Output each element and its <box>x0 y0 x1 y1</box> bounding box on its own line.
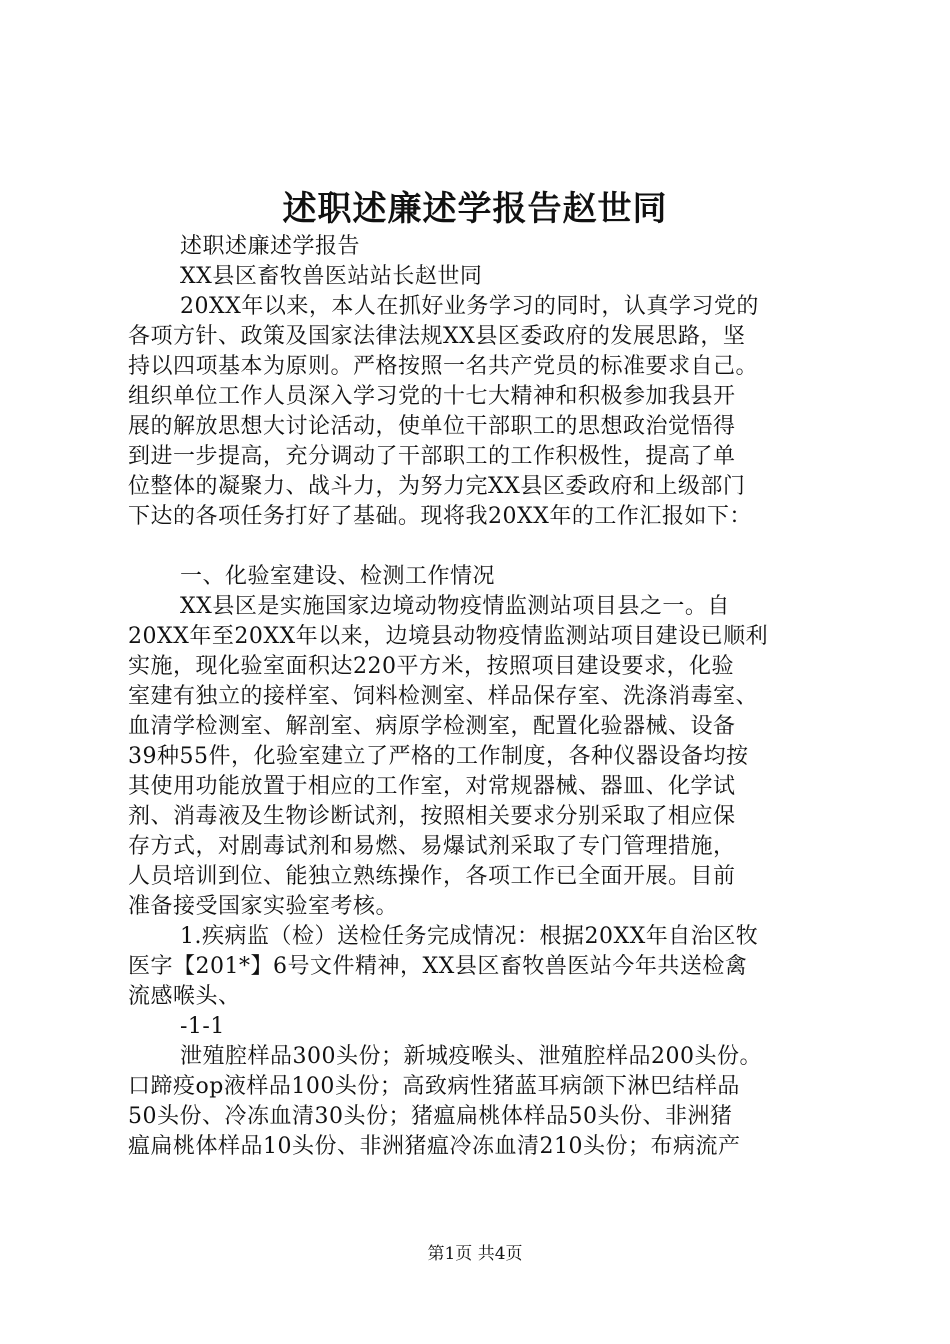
paragraph-line: 持以四项基本为原则。严格按照一名共产党员的标准要求自己。 <box>128 354 759 379</box>
paragraph-line: 20XX年以来，本人在抓好业务学习的同时，认真学习党的 <box>180 294 759 319</box>
paragraph-lab <box>128 592 828 922</box>
page-footer: 第1页 共4页 <box>427 1244 523 1264</box>
paragraph-line: 人员培训到位、能独立熟练操作，各项工作已全面开展。目前 <box>128 864 736 889</box>
paragraph-line: 血清学检测室、解剖室、病原学检测室，配置化验器械、设备 <box>128 714 736 739</box>
paragraph-intro <box>128 292 828 532</box>
paragraph-line: 下达的各项任务打好了基础。现将我20XX年的工作汇报如下： <box>128 504 752 529</box>
document-title: 述职述廉述学报告赵世同 <box>282 189 668 229</box>
paragraph-line: 泄殖腔样品300头份；新城疫喉头、泄殖腔样品200头份。 <box>180 1044 762 1069</box>
paragraph-line: 50头份、冷冻血清30头份；猪瘟扁桃体样品50头份、非洲猪 <box>128 1104 733 1129</box>
paragraph-line: 室建有独立的接样室、饲料检测室、样品保存室、洗涤消毒室、 <box>128 684 759 709</box>
paragraph-line: 瘟扁桃体样品10头份、非洲猪瘟冷冻血清210头份；布病流产 <box>128 1134 741 1159</box>
paragraph-inspection <box>128 922 828 1012</box>
paragraph-line: 实施，现化验室面积达220平方米，按照项目建设要求，化验 <box>128 654 734 679</box>
paragraph-line: 20XX年至20XX年以来，边境县动物疫情监测站项目建设已顺利 <box>128 624 769 649</box>
paragraph-line: 其使用功能放置于相应的工作室，对常规器械、器皿、化学试 <box>128 774 736 799</box>
page-marker: -1-1 <box>180 1014 225 1039</box>
document-body <box>128 232 828 1162</box>
paragraph-line: XX县区是实施国家边境动物疫情监测站项目县之一。自 <box>180 594 730 619</box>
paragraph-line: 口蹄疫op液样品100头份；高致病性猪蓝耳病颌下淋巴结样品 <box>128 1074 740 1099</box>
report-subtitle: 述职述廉述学报告 <box>180 234 361 259</box>
paragraph-line: 各项方针、政策及国家法律法规XX县区委政府的发展思路，坚 <box>128 324 746 349</box>
paragraph-line: 1.疾病监（检）送检任务完成情况：根据20XX年自治区牧 <box>180 924 759 949</box>
paragraph-line: 组织单位工作人员深入学习党的十七大精神和积极参加我县开 <box>128 384 736 409</box>
paragraph-line: 准备接受国家实验室考核。 <box>128 894 399 919</box>
paragraph-line: 流感喉头、 <box>128 984 241 1009</box>
paragraph-gap <box>128 532 828 562</box>
paragraph-samples <box>128 1042 828 1162</box>
paragraph-line: 到进一步提高，充分调动了干部职工的工作积极性，提高了单 <box>128 444 736 469</box>
section-heading: 一、化验室建设、检测工作情况 <box>180 564 496 589</box>
author-line: XX县区畜牧兽医站站长赵世同 <box>180 264 483 289</box>
paragraph-line: 39种55件，化验室建立了严格的工作制度，各种仪器设备均按 <box>128 744 749 769</box>
paragraph-line: 展的解放思想大讨论活动，使单位干部职工的思想政治觉悟得 <box>128 414 736 439</box>
paragraph-line: 医字【201*】6号文件精神，XX县区畜牧兽医站今年共送检禽 <box>128 954 748 979</box>
paragraph-line: 剂、消毒液及生物诊断试剂，按照相关要求分别采取了相应保 <box>128 804 736 829</box>
paragraph-line: 位整体的凝聚力、战斗力，为努力完XX县区委政府和上级部门 <box>128 474 746 499</box>
paragraph-line: 存方式，对剧毒试剂和易燃、易爆试剂采取了专门管理措施， <box>128 834 736 859</box>
